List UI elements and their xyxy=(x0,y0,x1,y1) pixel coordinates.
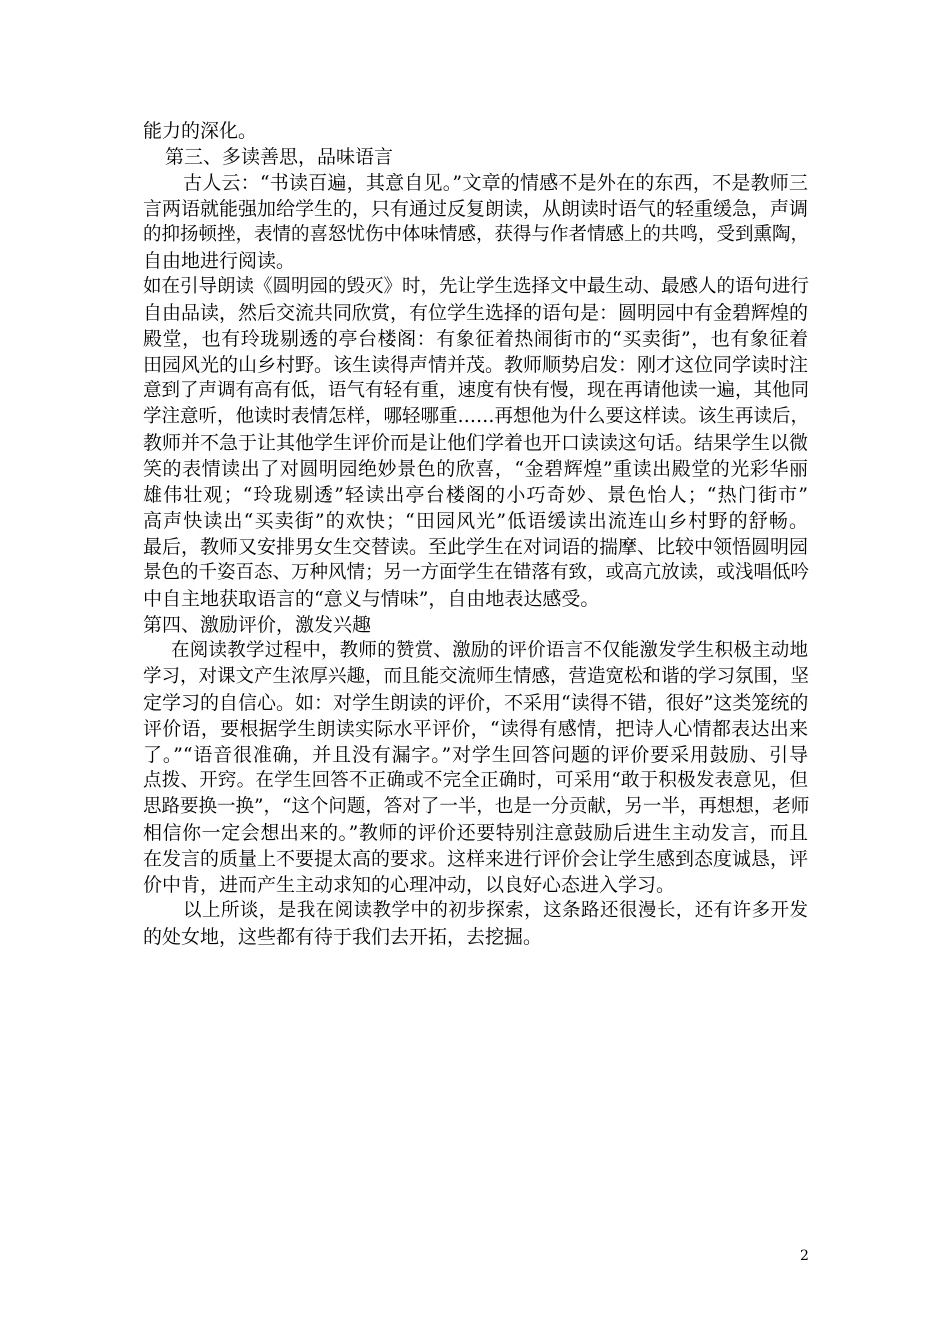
text-line: 相信你一定会想出来的。”教师的评价还要特别注意鼓励后进生主动发言，而且 xyxy=(143,822,808,844)
text-line: 中自主地获取语言的“意义与情味”，自由地表达感受。 xyxy=(143,588,600,610)
text-line: 在阅读教学过程中，教师的赞赏、激励的评价语言不仅能激发学生积极主动地 xyxy=(171,640,808,661)
text-line: 的抑扬顿挫，表情的喜怒忧伤中体味情感，获得与作者情感上的共鸣，受到熏陶， xyxy=(143,224,810,245)
body-text xyxy=(143,118,808,950)
text-line: 高声快读出“买卖街”的欢快；“田园风光”低语缓读出流连山乡村野的舒畅。 xyxy=(143,510,808,532)
text-line: 在发言的质量上不要提太高的要求。这样来进行评价会让学生感到态度诚恳，评 xyxy=(143,848,809,870)
text-line: 田园风光的山乡村野。该生读得声情并茂。教师顺势启发：刚才这位同学读时注 xyxy=(143,354,809,376)
text-line: 最后，教师又安排男女生交替读。至此学生在对词语的揣摩、比较中领悟圆明园 xyxy=(143,536,809,558)
text-line: 如在引导朗读《圆明园的毁灭》时，先让学生选择文中最生动、最感人的语句进行 xyxy=(143,276,810,297)
text-line: 笑的表情读出了对圆明园绝妙景色的欣喜，“金碧辉煌”重读出殿堂的光彩华丽 xyxy=(143,458,808,480)
text-line: 自由品读，然后交流共同欣赏，有位学生选择的语句是：圆明园中有金碧辉煌的 xyxy=(143,302,809,324)
text-line: 点拨、开窍。在学生回答不正确或不完全正确时，可采用“敢于积极发表意见，但 xyxy=(143,770,808,791)
text-line: 第三、多读善思，品味语言 xyxy=(165,146,394,168)
text-line: 自由地进行阅读。 xyxy=(143,250,296,272)
text-line: 的处女地，这些都有待于我们去开拓，去挖掘。 xyxy=(143,926,543,948)
text-line: 定学习的自信心。如：对学生朗读的评价，不采用“读得不错，很好”这类笼统的 xyxy=(143,692,809,714)
text-line: 教师并不急于让其他学生评价而是让他们学着也开口读读这句话。结果学生以微 xyxy=(143,432,809,454)
text-line: 古人云：“书读百遍，其意自见。”文章的情感不是外在的东西，不是教师三 xyxy=(183,172,808,194)
text-line: 以上所谈，是我在阅读教学中的初步探索，这条路还很漫长，还有许多开发 xyxy=(183,900,808,921)
text-line: 学注意听，他读时表情怎样，哪轻哪重……再想他为什么要这样读。该生再读后， xyxy=(143,406,810,427)
text-line: 学习，对课文产生浓厚兴趣，而且能交流师生情感，营造宽松和谐的学习氛围，坚 xyxy=(143,666,810,687)
text-line: 殿堂，也有玲珑剔透的亭台楼阁：有象征着热闹街市的“买卖街”，也有象征着 xyxy=(143,328,808,350)
page-number: 2 xyxy=(800,1248,809,1264)
text-line: 意到了声调有高有低，语气有轻有重，速度有快有慢，现在再请他读一遍，其他同 xyxy=(143,380,810,401)
text-line: 言两语就能强加给学生的，只有通过反复朗读，从朗读时语气的轻重缓急，声调 xyxy=(143,198,809,220)
text-line: 思路要换一换”，“这个问题，答对了一半，也是一分贡献，另一半，再想想，老师 xyxy=(143,796,810,817)
text-line: 第四、激励评价，激发兴趣 xyxy=(143,614,372,636)
text-line: 景色的千姿百态、万种风情；另一方面学生在错落有致，或高亢放读，或浅唱低吟 xyxy=(143,562,810,583)
text-line: 雄伟壮观；“玲珑剔透”轻读出亭台楼阁的小巧奇妙、景色怡人；“热门街市” xyxy=(143,484,808,506)
text-line: 评价语，要根据学生朗读实际水平评价，“读得有感情，把诗人心情都表达出来 xyxy=(143,718,808,740)
text-line: 能力的深化。 xyxy=(143,120,258,142)
text-line: 了。”“语音很准确，并且没有漏字。”对学生回答问题的评价要采用鼓励、引导 xyxy=(143,744,808,766)
text-line: 价中肯，进而产生主动求知的心理冲动，以良好心态进入学习。 xyxy=(143,874,676,896)
